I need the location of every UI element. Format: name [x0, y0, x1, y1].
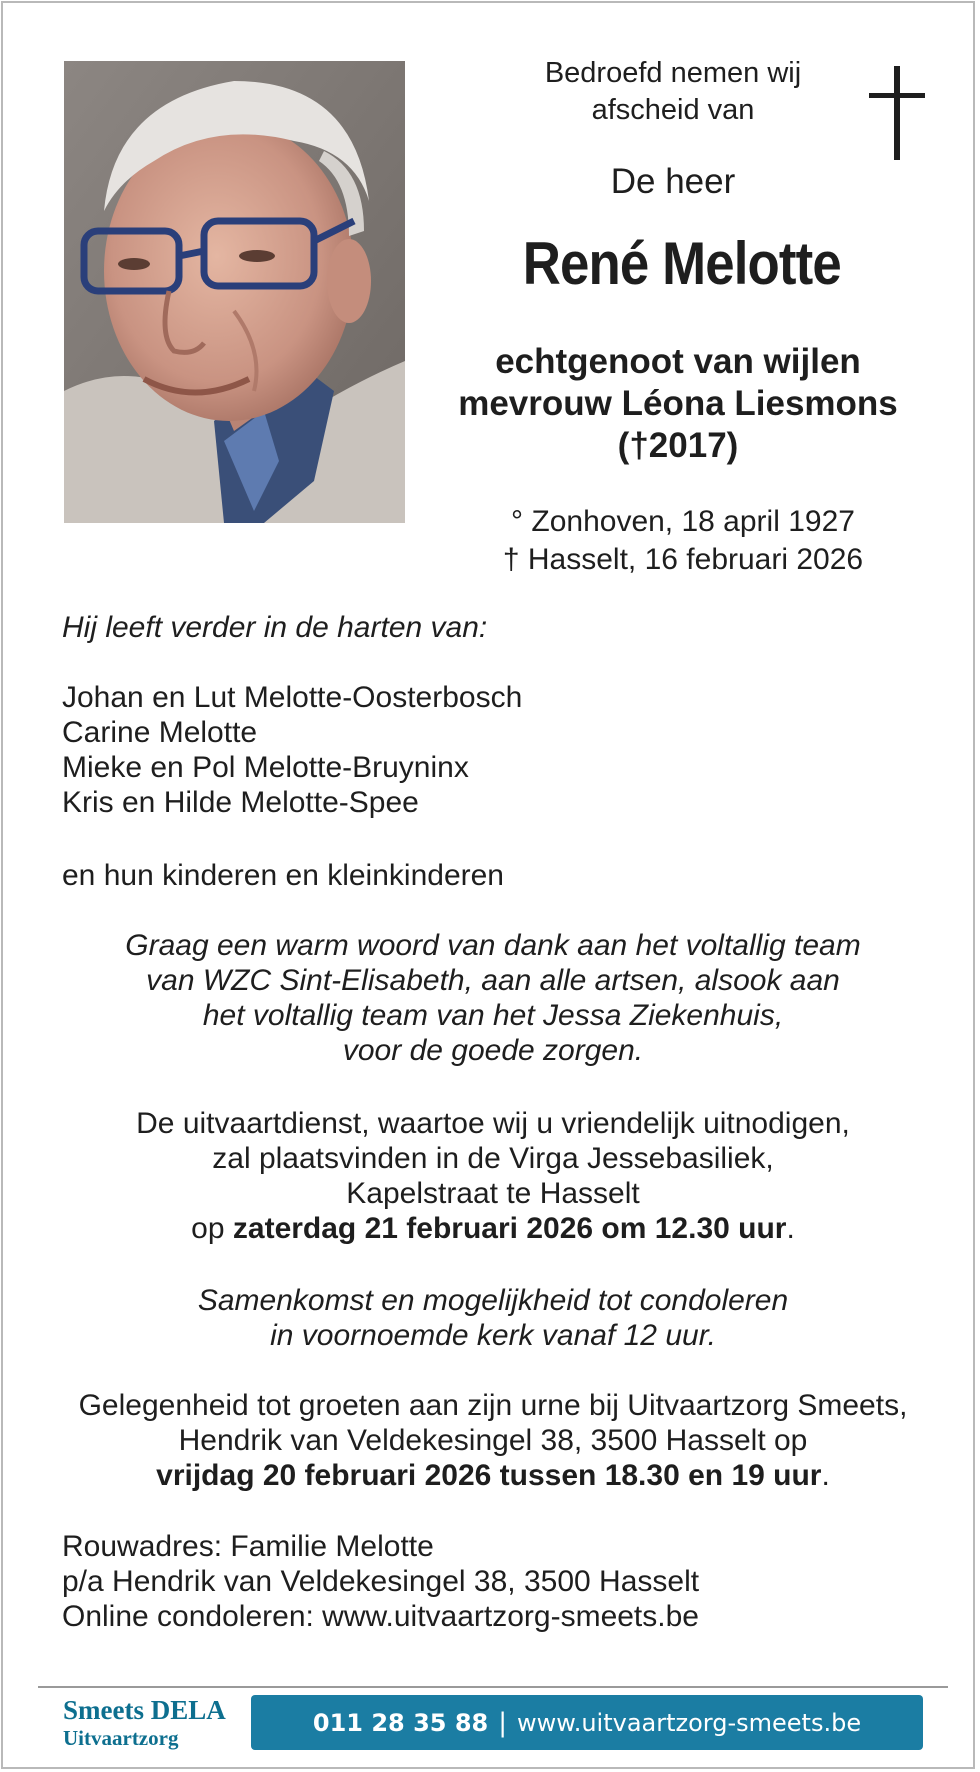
urn-paragraph [23, 1388, 963, 1493]
funeral-home-logo [63, 1694, 263, 1750]
footer-divider [38, 1686, 948, 1688]
phone-number[interactable]: 011 28 35 88 [312, 1708, 489, 1737]
funeral-datetime: zaterdag 21 februari 2026 om 12.30 uur [232, 1212, 787, 1245]
address-block [62, 1529, 942, 1634]
urn-suffix: . [821, 1459, 830, 1492]
birth-date: ° Zonhoven, 18 april 1927 [511, 505, 855, 538]
funeral-prefix: op [191, 1212, 233, 1245]
urn-datetime: vrijdag 20 februari 2026 tussen 18.30 en 19 uur [156, 1459, 822, 1492]
funeral-line-2: zal plaatsvinden in de Virga Jessebasiliek, [212, 1142, 774, 1175]
gathering-line-1: Samenkomst en mogelijkheid tot condoleren [197, 1284, 789, 1317]
grandchildren-line: en hun kinderen en kleinkinderen [62, 859, 504, 892]
spouse-line-3: (†2017) [617, 426, 739, 465]
life-dates [423, 503, 943, 579]
spouse-line-1: echtgenoot van wijlen [495, 342, 861, 381]
family-member: Mieke en Pol Melotte-Bruyninx [62, 751, 469, 784]
portrait-image [64, 61, 405, 523]
logo-bottom-text: Uitvaartzorg [63, 1726, 179, 1750]
thanks-paragraph [23, 928, 963, 1068]
portrait-photo [64, 61, 405, 523]
thanks-line: het voltallig team van het Jessa Ziekenhuis, [202, 999, 784, 1032]
website-link[interactable]: www.uitvaartzorg-smeets.be [517, 1708, 862, 1737]
funeral-suffix: . [786, 1212, 795, 1245]
funeral-paragraph [23, 1106, 963, 1246]
thanks-line: van WZC Sint-Elisabeth, aan alle artsen, alsook aan [146, 964, 840, 997]
family-member: Johan en Lut Melotte-Oosterbosch [62, 681, 523, 714]
urn-line-3 [23, 1458, 963, 1493]
spouse-line-2: mevrouw Léona Liesmons [458, 384, 898, 423]
thanks-line: Graag een warm woord van dank aan het voltallig team [125, 929, 861, 962]
intro-line-1: Bedroefd nemen wij [544, 57, 802, 89]
family-list [62, 680, 942, 820]
thanks-line: voor de goede zorgen. [342, 1034, 644, 1067]
urn-line-1: Gelegenheid tot groeten aan zijn urne bij Uitvaartzorg Smeets, [78, 1389, 908, 1422]
intro-line-2: afscheid van [591, 94, 755, 126]
family-member: Kris en Hilde Melotte-Spee [62, 786, 419, 819]
salutation: De heer [610, 162, 736, 201]
spouse-info [398, 341, 958, 467]
gathering-paragraph [23, 1283, 963, 1353]
funeral-line-3: Kapelstraat te Hasselt [346, 1177, 640, 1210]
funeral-line-1: De uitvaartdienst, waartoe wij u vriendelijk uitnodigen, [136, 1107, 850, 1140]
logo-top-text: Smeets DELA [63, 1695, 226, 1725]
family-intro: Hij leeft verder in de harten van: [62, 611, 488, 644]
gathering-line-2: in voornoemde kerk vanaf 12 uur. [270, 1319, 716, 1352]
funeral-line-4 [23, 1211, 963, 1246]
address-line-1: Rouwadres: Familie Melotte [62, 1530, 434, 1563]
intro-text [423, 55, 923, 129]
address-line-3: Online condoleren: www.uitvaartzorg-smeets.be [62, 1600, 699, 1633]
contact-banner [251, 1695, 923, 1750]
death-date: † Hasselt, 16 februari 2026 [502, 543, 864, 576]
banner-separator: | [498, 1707, 508, 1738]
obituary-card [1, 1, 975, 1769]
urn-line-2: Hendrik van Veldekesingel 38, 3500 Hasselt op [178, 1424, 808, 1457]
address-line-2: p/a Hendrik van Veldekesingel 38, 3500 Hasselt [62, 1565, 700, 1598]
family-member: Carine Melotte [62, 716, 258, 749]
deceased-name: René Melotte [522, 230, 841, 297]
